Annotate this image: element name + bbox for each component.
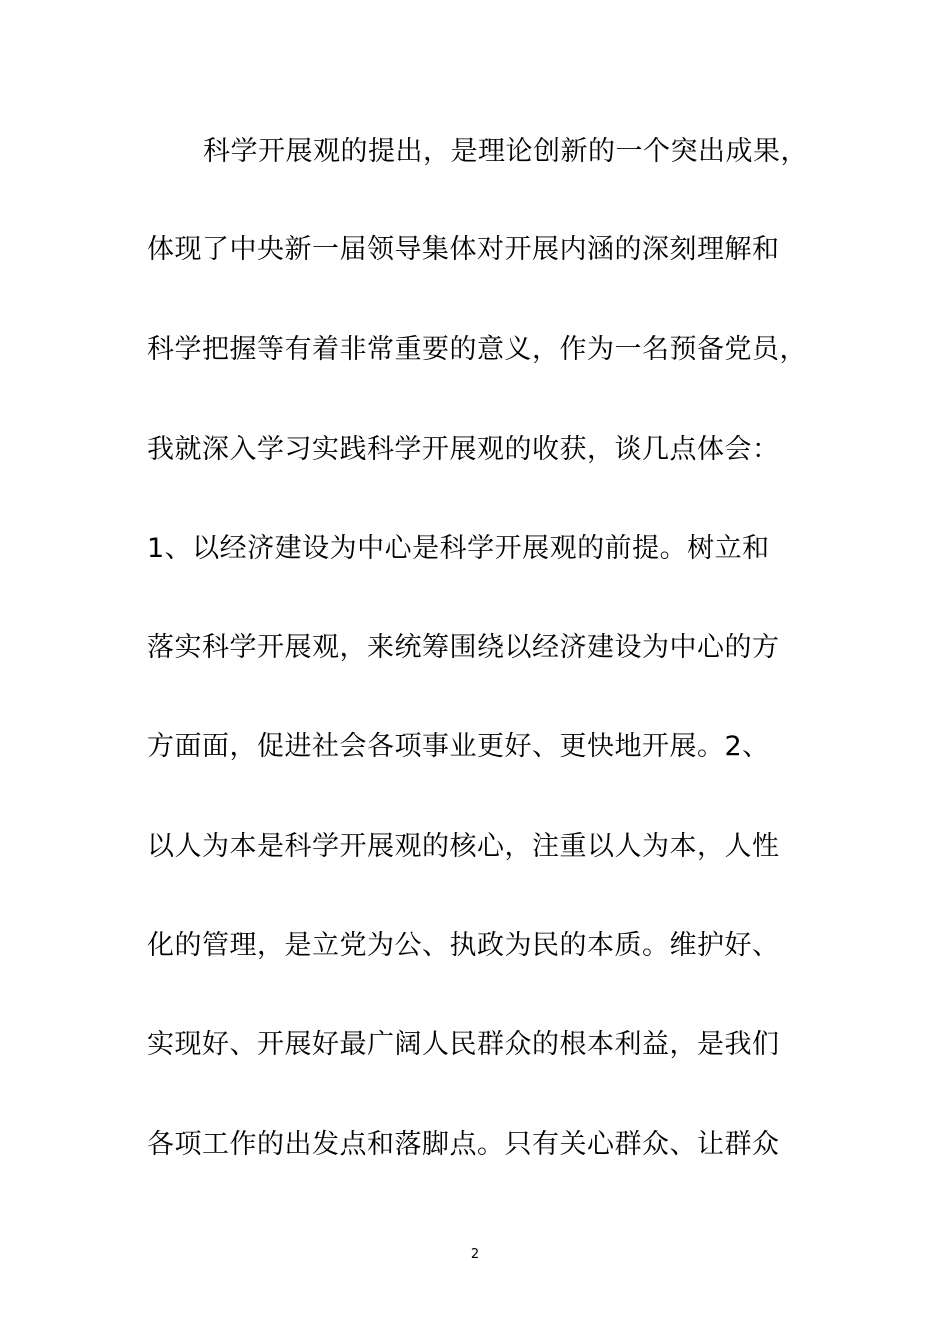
paragraph-line-6: 落实科学开展观，来统筹围绕以经济建设为中心的方 bbox=[147, 632, 780, 663]
paragraph-line-3: 科学把握等有着非常重要的意义，作为一名预备党员， bbox=[147, 334, 807, 365]
paragraph-line-5: 1、以经济建设为中心是科学开展观的前提。树立和 bbox=[147, 533, 770, 564]
page-number: 2 bbox=[470, 1247, 480, 1262]
paragraph-line-7: 方面面，促进社会各项事业更好、更快地开展。2、 bbox=[147, 731, 770, 762]
paragraph-line-11: 各项工作的出发点和落脚点。只有关心群众、让群众 bbox=[147, 1129, 780, 1160]
paragraph-line-1: 科学开展观的提出，是理论创新的一个突出成果， bbox=[203, 136, 808, 167]
paragraph-line-9: 化的管理，是立党为公、执政为民的本质。维护好、 bbox=[147, 930, 780, 961]
paragraph-line-2: 体现了中央新一届领导集体对开展内涵的深刻理解和 bbox=[147, 234, 780, 265]
paragraph-line-4: 我就深入学习实践科学开展观的收获，谈几点体会： bbox=[147, 434, 780, 465]
paragraph-line-10: 实现好、开展好最广阔人民群众的根本利益，是我们 bbox=[147, 1029, 780, 1060]
paragraph-line-8: 以人为本是科学开展观的核心，注重以人为本，人性 bbox=[147, 831, 780, 862]
